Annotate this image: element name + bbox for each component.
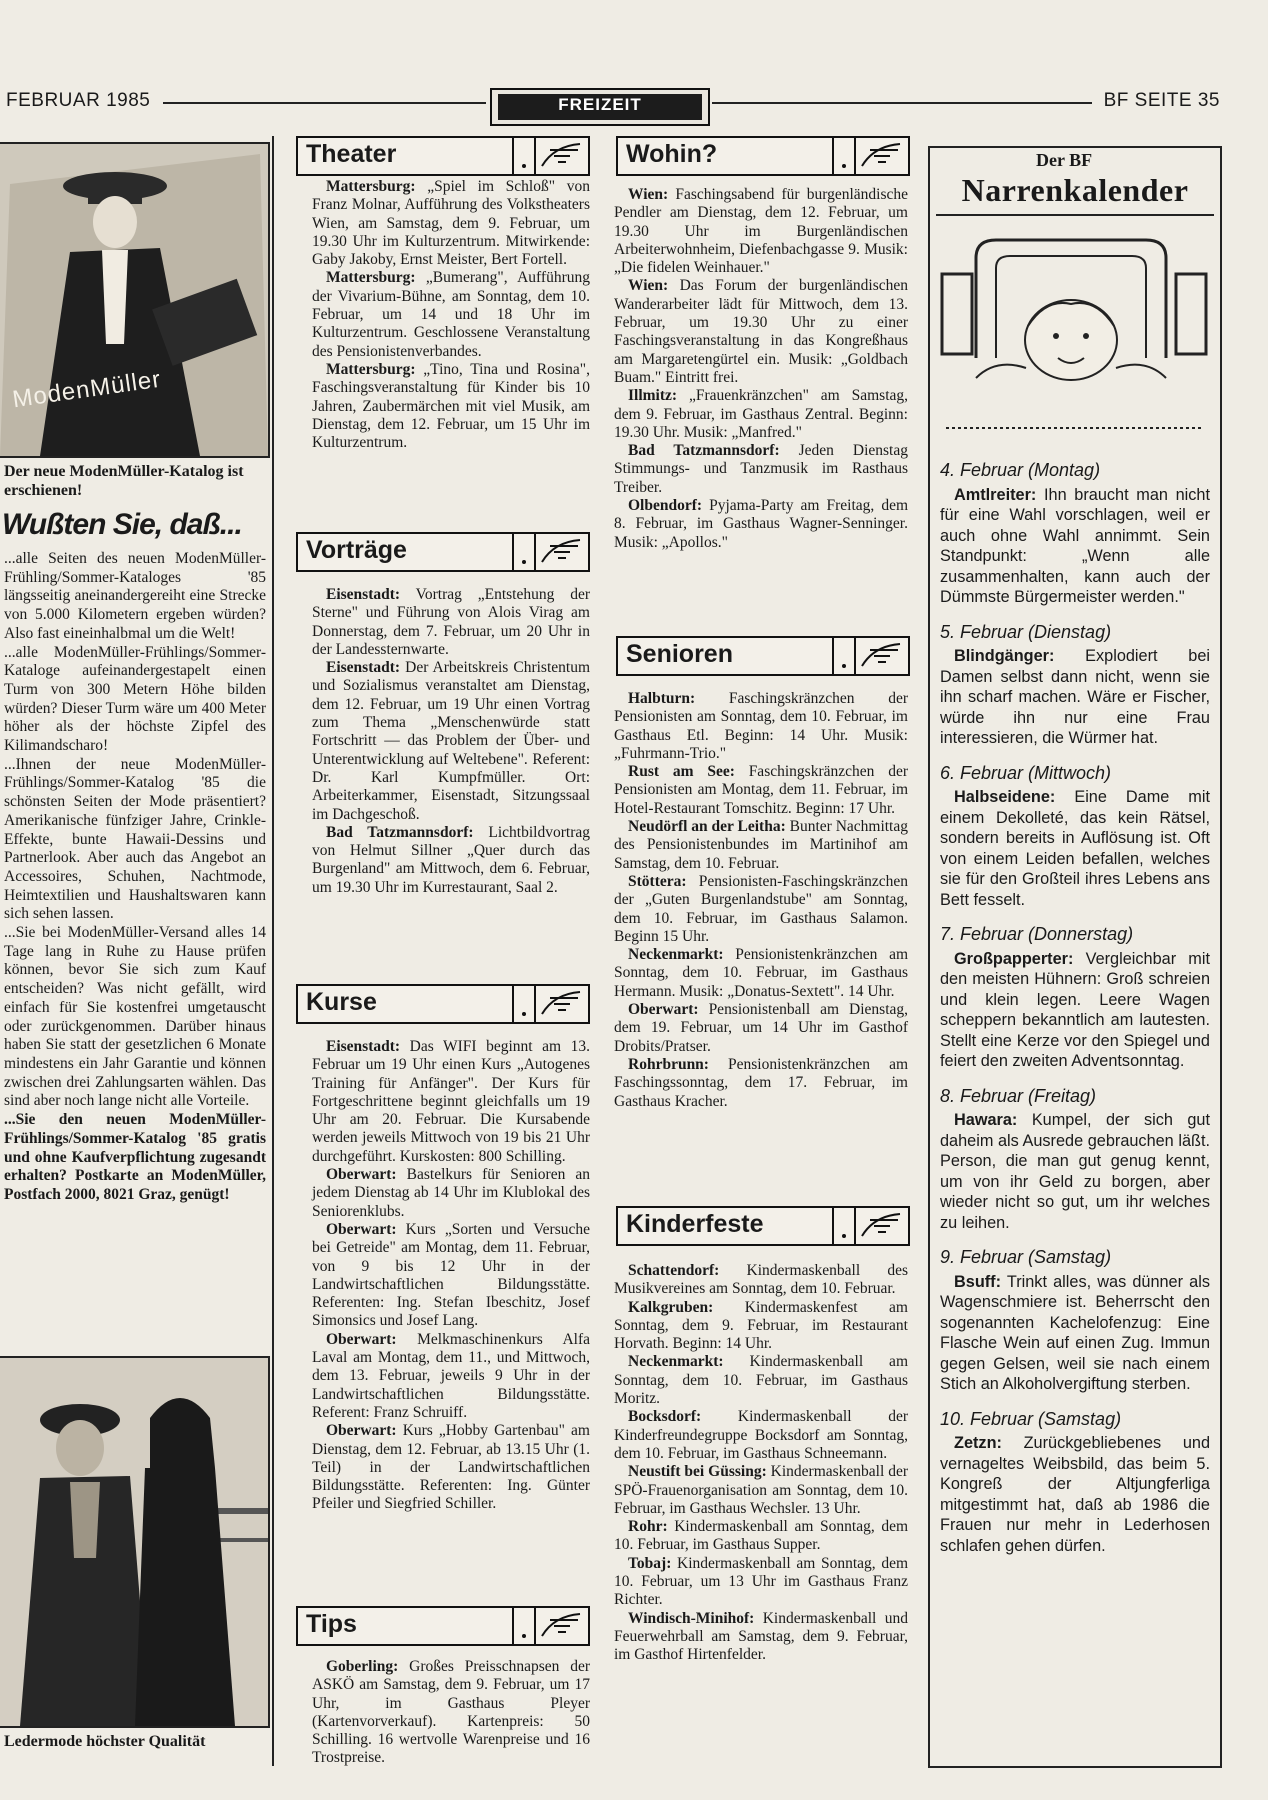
page-header [0,88,1268,128]
list-item: Oberwart: Bastelkurs für Senioren an jedem Dienstag ab 14 Uhr im Klublokal des Seniorenklubs. [312,1166,590,1220]
masthead-der: Der BF [1036,150,1093,170]
wussten-paragraph: ...alle ModenMüller-Frühlings/Sommer-Kataloge aufeinandergestapelt einen Turm von 300 Metern Höhe bilden würden? Dieser Turm wäre um 400 Meter höher als der höchste Zipfel des Kilimandscharo! [4,643,266,755]
list-item: Tobaj: Kindermaskenball am Sonntag, dem 10. Februar, um 13 Uhr im Gasthaus Franz Richter. [614,1554,909,1609]
list-item: Neudörfl an der Leitha: Bunter Nachmittag des Pensionistenbundes im Martinihof am Samstag, dem 10. Februar. [614,818,908,872]
entry-date: 10. Februar (Samstag) [940,1408,1122,1429]
catalog-photo [0,142,270,458]
jester-cartoon [936,228,1212,438]
leather-caption: Ledermode höchster Qualität [4,1733,206,1750]
list-item: Neckenmarkt: Pensionistenkränzchen am Sonntag, dem 10. Februar, im Gasthaus Hermann. Musik: „Donatus-Sextett". 14 Uhr. [614,946,909,1000]
section-head-vortraege: Vorträge [296,532,590,572]
list-item: Rohr: Kindermaskenball am Sonntag, dem 10. Februar, im Gasthaus Supper. [614,1518,909,1554]
list-item: Rohrbrunn: Pensionistenkränzchen am Faschingssonntag, dem 17. Februar, im Gasthaus Kracher. [614,1055,909,1110]
list-item: Windisch-Minihof: Kindermaskenball und Feuerwehrball am Samstag, dem 9. Februar, im Gasthof Hirtenfelder. [614,1609,908,1664]
wussten-paragraph: ...Sie den neuen ModenMüller-Frühlings/Sommer-Katalog '85 gratis und ohne Kaufverpflichtung zugesandt erhalten? Postkarte an ModenMüller, Postfach 2000, 8021 Graz, genügt! [4,1111,266,1203]
section-head-wohin: Wohin? [616,136,910,176]
list-item: Schattendorf: Kindermaskenball des Musikvereines am Sonntag, dem 10. Februar. [614,1262,909,1298]
narren-entry: 6. Februar (Mittwoch) Halbseidene: Eine Dame mit einem Dekolleté, das kein Rätsel, sondern bereits in Auflösung ist. Oft von einem Leiden befallen, welches sie für den Großteil ihres Lebens ans Bett fesselt. [940,762,1210,909]
list-item: Eisenstadt: Das WIFI beginnt am 13. Februar um 19 Uhr einen Kurs „Autogenes Training für Anfänger". Der Kurs für Fortgeschrittene beginnt gleichfalls um 19 Uhr am 20. Februar. Die Kursabende werden jeweils Mittwoch von 19 bis 21 Uhr durchgeführt. Kurskosten: 800 Schilling. [312,1038,591,1165]
wohin-list [614,186,908,552]
wussten-paragraph: ...alle Seiten des neuen ModenMüller-Frühling/Sommer-Kataloges '85 längsseitig aneinandergereiht eine Strecke von 5.000 Kilometern ergeben würden? Also fast eineinhalbmal um die Welt! [4,550,266,642]
entry-date: 8. Februar (Freitag) [940,1085,1097,1106]
list-item: Mattersburg: „Spiel im Schloß" von Franz Molnar, Aufführung des Volkstheaters Wien, am Samstag, dem 9. Februar, um 19.30 Uhr im Kulturzentrum. Mitwirkende: Gaby Jakoby, Ernst Meister, Bert Fortell. [312,178,590,269]
entry-date: 5. Februar (Dienstag) [940,621,1112,642]
wussten-paragraph: ...Ihnen der neue ModenMüller-Frühlings/Sommer-Katalog '85 die schönsten Seiten der Mode präsentiert? Amerikanische fünfziger Jahre, Crinkle-Effekte, bunte Hawaii-Dessins und Partnerlook. Aber auch das Angebot an Accessoires, Schuhen, Nachtmode, Heimtextilien und Haushaltswaren kann sich sehen lassen. [4,755,266,923]
hand-pointer-icon [540,140,584,172]
list-item: Eisenstadt: Der Arbeitskreis Christentum und Sozialismus veranstaltet am Dienstag, dem 12. Februar, um 19 Uhr einen Vortrag zum Thema „Menschenwürde statt Fortschritt — das Problem der Über- und Unterentwicklung auf Weltebene". Referent: Dr. Karl Kumpfmüller. Ort: Arbeiterkammer, Eisenstadt, Sitzungssaal im Dachgeschoß. [312,659,590,823]
entry-date: 4. Februar (Montag) [940,460,1101,480]
entry-date: 7. Februar (Donnerstag) [940,924,1134,944]
page-number: BF SEITE 35 [1103,90,1220,111]
list-item: Oberwart: Pensionistenball am Dienstag, dem 19. Februar, um 14 Uhr im Gasthof Drobits/Pratser. [614,1001,909,1055]
list-item: Bad Tatzmannsdorf: Jeden Dienstag Stimmungs- und Tanzmusik im Rasthaus Treiber. [614,442,908,496]
narrenkalender-box [928,146,1222,1768]
narren-entry: 5. Februar (Dienstag) Blindgänger: Explodiert bei Damen selbst dann nicht, wenn sie ihn scharf machen. Wäre er Fischer, würde ihn nur eine Frau interessieren, die Würmer hat. [940,621,1210,747]
section-label: FREIZEIT [490,88,710,126]
list-item: Oberwart: Kurs „Hobby Gartenbau" am Dienstag, dem 12. Februar, ab 13.15 Uhr (1. Teil) in der Landwirtschaftlichen Bildungsstätte. Referenten: Ing. Günter Pfeiler und Siegfried Schiller. [312,1422,590,1513]
narrenkalender-title: Narrenkalender [961,172,1189,208]
vortraege-list [312,586,590,897]
wussten-text [4,550,266,1205]
tips-list [312,1658,590,1768]
list-item: Olbendorf: Pyjama-Party am Freitag, dem 8. Februar, im Gasthaus Wagner-Senninger. Musik: „Apollos." [614,497,908,551]
hand-pointer-icon [540,988,584,1020]
list-item: Goberling: Großes Preisschnapsen der ASKÖ am Samstag, dem 9. Februar, um 17 Uhr, im Gasthaus Pleyer (Kartenvorverkauf). Kartenpreis: 50 Schilling. 16 wertvolle Warenpreise und 16 Trostpreise. [312,1658,590,1767]
entry-date: 6. Februar (Mittwoch) [940,762,1112,783]
list-item: Oberwart: Melkmaschinenkurs Alfa Laval am Montag, dem 11., und Mittwoch, dem 13. Februar, jeweils 9 Uhr in der Landwirtschaftlichen Bildungsstätte. Referent: Franz Schruiff. [312,1330,590,1421]
list-item: Mattersburg: „Bumerang", Aufführung der Vivarium-Bühne, am Sonntag, dem 10. Februar, um 14 und 18 Uhr im Kulturzentrum. Geschlossene Veranstaltung des Pensionistenverbandes. [312,269,590,360]
list-item: Bocksdorf: Kindermaskenball der Kinderfreundegruppe Bocksdorf am Sonntag, dem 10. Februar, im Gasthaus Schneemann. [614,1408,908,1462]
wussten-heading: Wußten Sie, daß... [2,508,242,541]
section-head-senioren: Senioren [616,636,910,676]
senioren-list [614,690,908,1111]
narren-entries [940,460,1210,1556]
header-rule-right [712,102,1092,104]
list-item: Wien: Faschingsabend für burgenländische Pendler am Dienstag, dem 12. Februar, um 19.30 Uhr im Burgenländischen Arbeiterwohnheim, Diefenbachgasse 9. Musik: „Die fidelen Weinhauer." [614,186,908,277]
catalog-brand: ModenMüller [10,365,163,414]
kurse-list [312,1038,590,1514]
list-item: Wien: Das Forum der burgenländischen Wanderarbeiter lädt für Mittwoch, dem 13. Februar, um 19.30 Uhr zu einer Faschingsveranstaltung in das Kongreßhaus am Margaretengürtel ein. Musik: „Goldbach Buam." Eintritt frei. [614,277,909,386]
narren-entry: 7. Februar (Donnerstag) Großpapperter: Vergleichbar mit den meisten Hühnern: Groß schreien und klein legen. Leere Wagen scheppern bekanntlich am lautesten. Stellt eine Kerze vor den Spiegel und feiert den zweiten Adventsonntag. [940,924,1210,1070]
list-item: Neckenmarkt: Kindermaskenball am Sonntag, dem 10. Februar, im Gasthaus Moritz. [614,1353,908,1408]
list-item: Eisenstadt: Vortrag „Entstehung der Sterne" und Führung von Alois Virag am Donnerstag, dem 7. Februar, um 20 Uhr in der Landessternwarte. [312,586,590,658]
hand-pointer-icon [860,640,904,672]
issue-date: FEBRUAR 1985 [6,90,151,111]
narren-entry: 9. Februar (Samstag) Bsuff: Trinkt alles, was dünner als Wagenschmiere ist. Beherrscht den sogenannten Kachelofenzug: Eine Flasche Wein auf einen Zug. Immun gegen Gelsen, weil sie nach einem Stich an Alkoholvergiftung sterben. [940,1247,1210,1393]
hand-pointer-icon [540,536,584,568]
leather-illustration [0,1358,268,1726]
kinderfeste-list [614,1262,908,1665]
list-item: Oberwart: Kurs „Sorten und Versuche bei Getreide" am Montag, dem 11. Februar, von 9 bis 12 Uhr in der Landwirtschaftlichen Bildungsstätte. Referenten: Ing. Stefan Ibeschitz, Josef Simonsics und Josef Lang. [312,1220,591,1330]
section-head-kurse: Kurse [296,984,590,1024]
narren-entry: 10. Februar (Samstag) Zetzn: Zurückgebliebenes und vernageltes Weibsbild, das beim 5. Kongreß der Altjungferliga mitgestimmt hat, daß ab 1986 die Frauen nur mehr in Lederhosen schlafen gehen dürfen. [940,1408,1211,1555]
narren-entry: 8. Februar (Freitag) Hawara: Kumpel, der sich gut daheim als Ausrede gebrauchen läßt. Person, die man gut genug kennt, um von ihr Geld zu borgen, aber wieder nicht so gut, um ihr welches zu leihen. [940,1085,1210,1232]
header-rule-left [163,102,486,104]
hand-pointer-icon [860,1210,904,1242]
hand-pointer-icon [860,140,904,172]
leather-photo [0,1356,270,1728]
list-item: Stöttera: Pensionisten-Faschingskränzchen der „Guten Burgenlandstube" am Sonntag, dem 10. Februar, im Gasthaus Salamon. Beginn 15 Uhr. [614,872,908,945]
list-item: Rust am See: Faschingskränzchen der Pensionisten am Montag, dem 11. Februar, im Hotel-Restaurant Tomschitz. Beginn: 17 Uhr. [614,763,908,817]
hand-pointer-icon [540,1610,584,1642]
list-item: Illmitz: „Frauenkränzchen" am Samstag, dem 9. Februar, im Gasthaus Zentral. Beginn: 19.30 Uhr. Musik: „Manfred." [614,387,909,441]
list-item: Neustift bei Güssing: Kindermaskenball der SPÖ-Frauenorganisation am Sonntag, dem 10. Februar, im Gasthaus Wechsler. 13 Uhr. [614,1463,908,1517]
section-head-tips: Tips [296,1606,590,1646]
list-item: Bad Tatzmannsdorf: Lichtbildvortrag von Helmut Sillner „Quer durch das Burgenland" am Mittwoch, dem 6. Februar, um 19.30 Uhr im Kurrestaurant, Saal 2. [312,823,590,896]
left-column [0,136,274,1766]
section-head-theater: Theater [296,136,590,176]
entry-date: 9. Februar (Samstag) [940,1247,1112,1267]
catalog-caption: Der neue ModenMüller-Katalog ist erschienen! [4,463,244,499]
wussten-paragraph: ...Sie bei ModenMüller-Versand alles 14 Tage lang in Ruhe zu Hause prüfen können, bevor Sie sich zum Kauf entscheiden? Was nicht gefällt, wird einfach für Sie kostenfrei umgetauscht oder zurückgenommen. Darüber hinaus haben Sie statt der gesetzlichen 6 Monate mindestens ein Jahr Garantie und können zwischen drei Zahlungsarten wählen. Das sind aber noch lange nicht alle Vorteile. [4,924,266,1110]
theater-list [312,178,590,452]
section-head-kinderfeste: Kinderfeste [616,1206,910,1246]
list-item: Kalkgruben: Kindermaskenfest am Sonntag, dem 9. Februar, im Restaurant Horvath. Beginn: 14 Uhr. [614,1298,908,1353]
narrenkalender-masthead [936,152,1214,216]
list-item: Halbturn: Faschingskränzchen der Pensionisten am Sonntag, dem 10. Februar, im Gasthaus Etl. Beginn: 14 Uhr. Musik: „Fuhrmann-Trio." [614,690,908,762]
list-item: Mattersburg: „Tino, Tina und Rosina", Faschingsveranstaltung für Kinder bis 10 Jahren, Zaubermärchen mit viel Musik, am Dienstag, dem 12. Februar, um 15 Uhr im Kulturzentrum. [312,360,591,452]
narren-entry: 4. Februar (Montag) Amtlreiter: Ihn braucht man nicht für eine Wahl vorschlagen, weil er auch ohne Wahl annimmt. Sein Standpunkt: „Wenn alle zusammenhalten, kann auch der Dümmste Bürgermeister werden." [940,460,1210,606]
